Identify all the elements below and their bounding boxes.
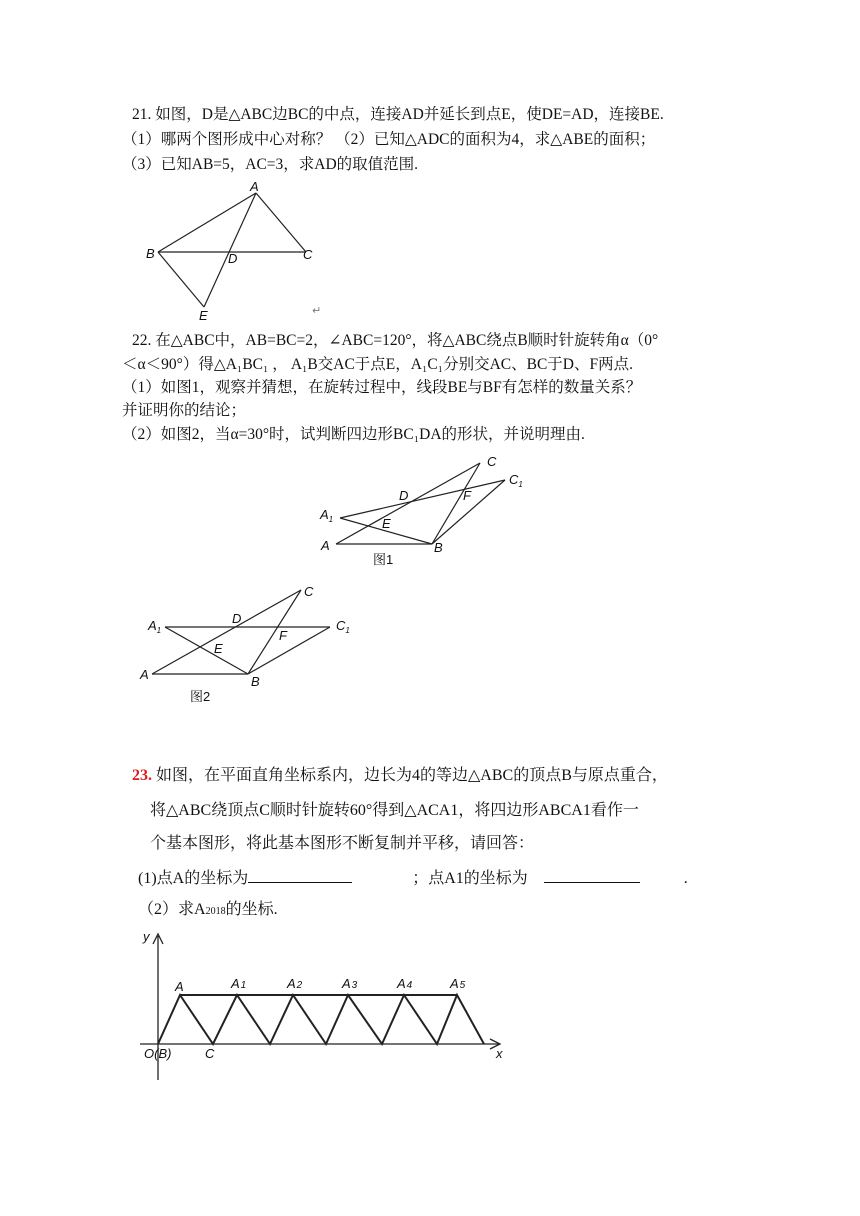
q22-f2-label-F: F: [279, 628, 287, 643]
q23-number: 23.: [132, 767, 152, 784]
return-mark: ↵: [312, 304, 322, 317]
q22-line3: （1）如图1，观察并猜想，在旋转过程中，线段BE与BF有怎样的数量关系？: [122, 379, 642, 396]
q23-axes: [140, 934, 500, 1080]
q22-f1-label-C1: $C_1$: [509, 472, 523, 489]
q23-part1-prefix: (1)点A的坐标为: [138, 870, 249, 887]
q23-shape-lines: [158, 995, 484, 1044]
q23-line1-text: 如图，在平面直角坐标系内，边长为4的等边△ABC的顶点B与原点重合，: [156, 767, 668, 784]
q21-label-D: D: [228, 251, 238, 266]
q23-label-A5: A5: [450, 976, 466, 991]
q23-label-A1: A1: [231, 976, 247, 991]
q22-f1-label-F: F: [463, 488, 471, 503]
q23-part1-end: .: [683, 870, 688, 887]
q23-origin-label: O(B): [144, 1046, 172, 1061]
q23-part1-mid: ；点A1的坐标为: [412, 870, 528, 887]
q22-f2-label-D: D: [232, 611, 242, 626]
q22-f2-label-A1: $A_1$: [148, 618, 162, 635]
q21-label-E: E: [199, 308, 208, 323]
q23-label-A3: A3: [342, 976, 358, 991]
q22-f1-label-B: B: [434, 540, 443, 555]
q21-label-A: A: [250, 179, 259, 194]
q23-y-axis-label: y: [143, 929, 150, 944]
q22-line1: 22. 在△ABC中，AB=BC=2，∠ABC=120°，将△ABC绕点B顺时针旋转角α（0°: [132, 332, 659, 349]
q22-f1-label-A1: $A_1$: [320, 507, 334, 524]
q21-label-B: B: [146, 246, 155, 261]
q22-f2-label-C1: $C_1$: [336, 618, 350, 635]
q22-f1-label-D: D: [399, 488, 409, 503]
q23-part2-suffix: 的坐标.: [225, 901, 278, 918]
q22-f1-label-C: C: [487, 454, 497, 469]
q22-f1-label-A: A: [321, 538, 330, 553]
q22-line4: 并证明你的结论；: [122, 402, 247, 419]
q22-f2-label-C: C: [304, 584, 314, 599]
q22-f2-label-A: A: [140, 667, 149, 682]
q22-f1-caption: 图1: [373, 552, 394, 567]
q21-line2: （1）哪两个图形成中心对称？ （2）已知△ADC的面积为4，求△ABE的面积；: [122, 131, 656, 148]
q23-part2-prefix: （2）求A: [138, 901, 206, 918]
q23-part2-sub: 2018: [205, 906, 226, 917]
q23-line2: 将△ABC绕顶点C顺时针旋转60°得到△ACA1，将四边形ABCA1看作一: [150, 802, 639, 819]
q22-line5: （2）如图2，当α=30°时，试判断四边形BC₁DA的形状，并说明理由.: [122, 426, 585, 443]
q23-line3: 个基本图形，将此基本图形不断复制并平移，请回答：: [150, 835, 535, 852]
q23-label-A2: A2: [287, 976, 303, 991]
q22-f2-label-B: B: [251, 674, 260, 689]
q21-line3: （3）已知AB=5，AC=3，求AD的取值范围.: [122, 156, 419, 173]
q22-line2: ＜α＜90°）得△A₁BC₁ ， A₁B交AC于点E，A₁C₁分别交AC、BC于D、F两点.: [122, 356, 633, 373]
q21-label-C: C: [303, 247, 313, 262]
q23-x-axis-label: x: [496, 1046, 503, 1061]
q22-f1-label-E: E: [382, 516, 391, 531]
q22-f2-label-E: E: [214, 641, 223, 656]
q23-label-C: C: [205, 1046, 215, 1061]
q22-f2-caption: 图2: [190, 689, 211, 704]
q23-label-A4: A4: [397, 976, 413, 991]
q21-line1: 21. 如图，D是△ABC边BC的中点，连接AD并延长到点E，使DE=AD，连接BE.: [132, 106, 664, 123]
q23-label-A: A: [175, 979, 184, 994]
